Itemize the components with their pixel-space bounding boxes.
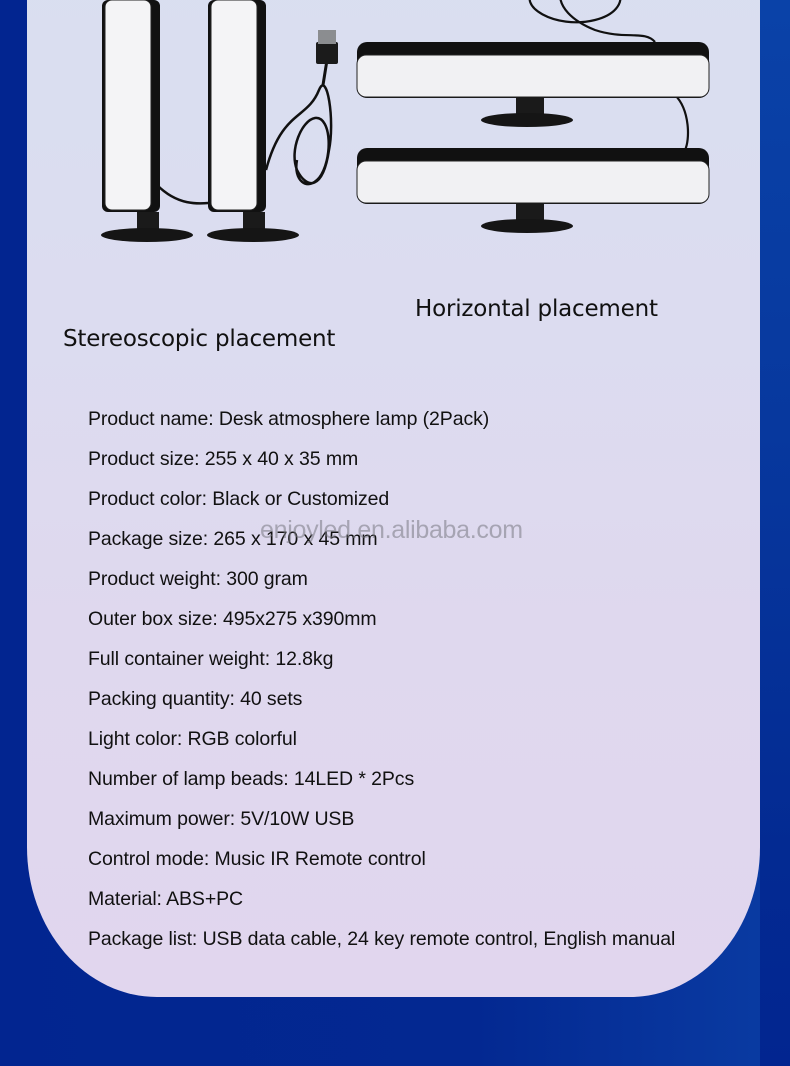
spec-control-mode: Control mode: Music IR Remote control [88, 848, 426, 870]
spec-outer-box-size: Outer box size: 495x275 x390mm [88, 608, 377, 630]
spec-product-name: Product name: Desk atmosphere lamp (2Pack) [88, 408, 490, 430]
spec-light-color: Light color: RGB colorful [88, 728, 297, 750]
vertical-lamps-image [57, 0, 357, 245]
spec-product-size: Product size: 255 x 40 x 35 mm [88, 448, 359, 470]
spec-lamp-beads: Number of lamp beads: 14LED * 2Pcs [88, 768, 415, 790]
background-gradient-right [760, 0, 790, 1066]
spec-container-weight: Full container weight: 12.8kg [88, 648, 334, 670]
spec-product-weight: Product weight: 300 gram [88, 568, 308, 590]
spec-max-power: Maximum power: 5V/10W USB [88, 808, 355, 830]
spec-package-size: Package size: 265 x 170 x 45 mm [88, 528, 378, 550]
spec-package-list: Package list: USB data cable, 24 key remote control, English manual [88, 928, 676, 950]
horizontal-lamps-image [355, 0, 715, 240]
watermark: enjoyled.en.alibaba.com [260, 516, 523, 544]
spec-product-color: Product color: Black or Customized [88, 488, 390, 510]
caption-stereoscopic-placement: Stereoscopic placement [63, 326, 336, 352]
spec-packing-quantity: Packing quantity: 40 sets [88, 688, 303, 710]
spec-material: Material: ABS+PC [88, 888, 244, 910]
spec-list [88, 406, 675, 966]
caption-horizontal-placement: Horizontal placement [415, 296, 658, 322]
